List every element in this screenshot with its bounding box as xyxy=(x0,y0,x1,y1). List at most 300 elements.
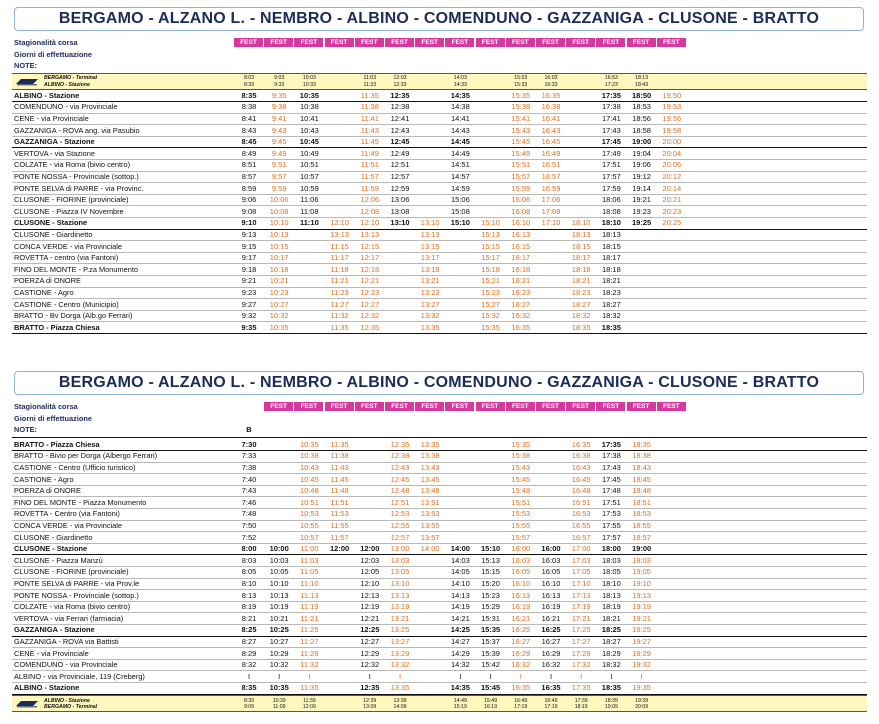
departure-time: 9:15 xyxy=(241,241,257,251)
departure-time: 12:13 xyxy=(360,590,380,600)
departure-time: 15:51 xyxy=(511,497,531,507)
stop-row xyxy=(12,275,867,287)
departure-time: 15:31 xyxy=(481,613,500,623)
departure-time: 16:05 xyxy=(541,567,561,577)
stop-name: CLUSONE - Piazza Manzù xyxy=(14,555,103,565)
departure-time: 18:29 xyxy=(602,648,621,658)
departure-time: 9:21 xyxy=(241,276,257,286)
stop-name: COLZATE - via Roma (bivio centro) xyxy=(14,160,131,170)
departure-time: 10:05 xyxy=(269,567,289,577)
departure-time: 17:57 xyxy=(602,172,621,181)
departure-time: 11:18 xyxy=(330,264,349,274)
departure-time: 18:13 xyxy=(602,230,621,239)
stop-name: BRATTO - Bivio per Dorga (Albergo Ferrari) xyxy=(14,451,158,461)
departure-time: 10:18 xyxy=(269,264,289,274)
fest-badge: FEST xyxy=(596,38,625,47)
departure-time: 16:53 xyxy=(571,509,591,519)
departure-time: 11:10 xyxy=(300,218,319,228)
departure-time: 12:55 xyxy=(390,521,410,530)
departure-time: 11:45 xyxy=(360,137,379,147)
departure-time: 7:38 xyxy=(241,463,257,472)
departure-time: 16:35 xyxy=(541,90,561,100)
season-row xyxy=(12,401,867,413)
departure-time: 16:03 xyxy=(541,555,561,565)
stop-name: PONTE SELVA di PARRE - via Prov.le xyxy=(14,579,140,588)
departure-time: 10:53 xyxy=(300,509,319,519)
departure-time: 18:27 xyxy=(602,299,621,309)
stop-name: PONTE SELVA di PARRE - via Provinc. xyxy=(14,183,144,193)
departure-time: 17:00 xyxy=(571,544,591,554)
fest-badge: FEST xyxy=(294,402,323,411)
departure-time: 18:23 xyxy=(571,288,591,297)
departure-time: 15:45 xyxy=(511,474,531,484)
departure-time: 15:35 xyxy=(511,90,531,100)
fest-badge: FEST xyxy=(627,38,656,47)
departure-time: 8:27 xyxy=(241,637,257,646)
stop-row xyxy=(12,543,867,555)
departure-time: 18:06 xyxy=(602,195,621,205)
departure-time: 11:08 xyxy=(300,206,319,216)
departure-time: 15:10 xyxy=(450,218,470,228)
departure-time: 11:00 xyxy=(300,544,319,554)
departure-time: 17:38 xyxy=(602,102,621,112)
departure-time: 18:25 xyxy=(601,625,621,635)
departure-time: 8:10 xyxy=(241,579,257,588)
timetable-title: BERGAMO - ALZANO L. - NEMBRO - ALBINO - COMENDUNO - GAZZANIGA - CLUSONE - BRATTO xyxy=(14,371,864,395)
stop-row xyxy=(12,229,867,241)
departure-time: 12:27 xyxy=(360,299,380,309)
departure-time: 15:35 xyxy=(481,625,501,635)
departure-time: 10:38 xyxy=(300,102,319,112)
season-label: Stagionalità corsa xyxy=(14,38,78,47)
departure-time: 12:29 xyxy=(360,648,380,658)
departure-time: 12:41 xyxy=(390,114,410,123)
stop-row xyxy=(12,485,867,497)
departure-time: 16:59 xyxy=(541,183,561,193)
departure-time: 13:32 xyxy=(390,660,410,670)
fest-badge: FEST xyxy=(566,38,595,47)
band-time: 8:33 xyxy=(243,81,255,88)
band-time: 15:49 xyxy=(484,697,498,704)
departure-time: 15:51 xyxy=(511,160,531,170)
departure-time: 10:45 xyxy=(300,474,319,484)
departure-time: 9:57 xyxy=(271,172,287,181)
band-time: 14:49 xyxy=(453,697,467,704)
note-code: B xyxy=(246,425,252,435)
departure-time: 16:51 xyxy=(541,160,561,170)
departure-time: 10:35 xyxy=(269,683,289,693)
departure-time: 10:38 xyxy=(300,451,319,461)
band-time: 17:23 xyxy=(604,81,618,88)
departure-time: 18:55 xyxy=(632,521,651,530)
departure-time: 18:32 xyxy=(571,311,591,321)
departure-time: 19:32 xyxy=(632,660,651,670)
departure-time: 13:35 xyxy=(420,439,440,449)
band-time: 11:09 xyxy=(272,704,286,710)
departure-time: 16:32 xyxy=(511,660,531,670)
departure-time: 19:14 xyxy=(632,183,651,193)
departure-time: 9:18 xyxy=(241,264,257,274)
stop-name: GAZZANIGA - ROVA ang. via Pasubio xyxy=(14,125,140,135)
stop-name: CASTIONE - Centro (Ufficio turistico) xyxy=(14,463,136,472)
departure-time: 17:25 xyxy=(571,625,591,635)
departure-time: 13:06 xyxy=(390,195,410,205)
departure-time: 13:19 xyxy=(390,602,410,612)
departure-time: 13:35 xyxy=(420,322,440,332)
departure-time: 11:21 xyxy=(330,276,349,286)
departure-time: 18:32 xyxy=(602,311,621,321)
stop-row xyxy=(12,299,867,311)
departure-time: 10:08 xyxy=(269,206,289,216)
departure-time: 8:21 xyxy=(241,613,257,623)
stop-name: ALBINO - Stazione xyxy=(14,683,80,693)
departure-time: 8:05 xyxy=(241,567,257,577)
departure-time: 11:29 xyxy=(300,648,319,658)
departure-time: 19:58 xyxy=(662,125,682,135)
stop-name: CENE - via Provinciale xyxy=(14,114,89,123)
stop-row xyxy=(12,148,867,160)
departure-time: 18:18 xyxy=(602,264,621,274)
departure-time: 12:18 xyxy=(360,264,380,274)
departure-time: 18:35 xyxy=(571,322,591,332)
departure-time: 18:13 xyxy=(571,230,591,239)
stop-name: FINO DEL MONTE - Piazza Monumento xyxy=(14,497,147,507)
departure-time: 16:51 xyxy=(571,497,591,507)
departure-time: 14:00 xyxy=(420,544,440,554)
departure-time: 11:05 xyxy=(300,567,319,577)
departure-time: 17:43 xyxy=(602,463,621,472)
departure-time: 7:50 xyxy=(241,521,257,530)
departure-time: 17:27 xyxy=(571,637,591,646)
departure-time: 14:32 xyxy=(451,660,470,670)
stop-row xyxy=(12,648,867,660)
departure-time: 15:13 xyxy=(481,230,500,239)
departure-time: 13:13 xyxy=(330,230,349,239)
departure-time: 15:49 xyxy=(511,148,531,158)
departure-time: 14:49 xyxy=(451,148,470,158)
stop-name: CLUSONE - Stazione xyxy=(14,218,88,228)
departure-time: 12:25 xyxy=(360,625,380,635)
departure-time: 9:17 xyxy=(241,253,257,263)
departure-time: 11:55 xyxy=(330,521,349,530)
departure-time: 18:48 xyxy=(632,486,651,496)
departure-time: 12:57 xyxy=(390,532,410,542)
stop-name: CASTIONE - Agro xyxy=(14,288,74,297)
departure-time: 12:19 xyxy=(360,602,380,612)
stop-row xyxy=(12,462,867,474)
departure-time: 17:49 xyxy=(602,148,621,158)
departure-time: 18:18 xyxy=(571,264,591,274)
stop-name: CLUSONE - FIORINE (provinciale) xyxy=(14,195,129,205)
departure-time: 15:27 xyxy=(481,299,500,309)
departure-time: 12:08 xyxy=(360,206,380,216)
departure-time: 13:13 xyxy=(360,230,380,239)
stop-name: ALBINO - via Provinciale, 119 (Creberg) xyxy=(14,671,145,681)
departure-time: 19:00 xyxy=(632,544,652,554)
departure-time: 17:35 xyxy=(601,90,621,100)
departure-time: 12:32 xyxy=(360,660,380,670)
departure-time: 9:45 xyxy=(271,137,287,147)
departure-time: 8:38 xyxy=(241,102,257,112)
departure-time: 18:35 xyxy=(601,683,621,693)
band-time: 15:19 xyxy=(453,704,467,710)
timetable-bottom xyxy=(0,364,879,724)
departure-time: 18:53 xyxy=(632,509,651,519)
departure-time: 20:04 xyxy=(662,148,682,158)
departure-time: 14:00 xyxy=(450,544,470,554)
connection-band xyxy=(12,695,867,712)
fest-badge: FEST xyxy=(536,402,565,411)
band-time: 8:03 xyxy=(243,75,255,82)
departure-time: 11:06 xyxy=(300,195,319,205)
departure-time: 18:13 xyxy=(602,590,621,600)
stop-name: POERZA di ONORE xyxy=(14,276,81,286)
departure-time: 13:15 xyxy=(420,241,440,251)
departure-time: 18:08 xyxy=(602,206,621,216)
band-stop-label: BERGAMO - Terminal xyxy=(44,75,98,82)
departure-time: 7:30 xyxy=(241,439,257,449)
departure-time: 15:53 xyxy=(511,509,531,519)
departure-time: 17:21 xyxy=(571,613,591,623)
departure-time: 13:21 xyxy=(420,276,440,286)
departure-time: 17:41 xyxy=(602,114,621,123)
departure-time: 16:57 xyxy=(571,532,591,542)
departure-time: I xyxy=(580,671,583,681)
departure-time: 15:55 xyxy=(511,521,531,530)
timetable-title: BERGAMO - ALZANO L. - NEMBRO - ALBINO - COMENDUNO - GAZZANIGA - CLUSONE - BRATTO xyxy=(14,7,864,31)
departure-time: 18:21 xyxy=(571,276,591,286)
stop-name: CASTIONE - Agro xyxy=(14,474,74,484)
departure-time: 11:25 xyxy=(300,625,319,635)
departure-time: 11:38 xyxy=(330,451,349,461)
departure-time: 17:51 xyxy=(602,160,621,170)
stop-name: COMENDUNO - via Provinciale xyxy=(14,102,118,112)
departure-time: 16:13 xyxy=(541,590,561,600)
departure-time: 17:13 xyxy=(571,590,591,600)
departure-time: 16:29 xyxy=(541,648,561,658)
days-row xyxy=(12,49,867,61)
departure-time: 17:35 xyxy=(571,683,591,693)
stop-name: ROVETTA - centro (via Fantoni) xyxy=(14,253,119,263)
departure-time: 7:46 xyxy=(241,497,257,507)
departure-time: 13:48 xyxy=(420,486,440,496)
departure-time: 10:21 xyxy=(269,276,289,286)
departure-time: 18:45 xyxy=(632,474,651,484)
departure-time: 16:10 xyxy=(541,579,561,588)
fest-badge: FEST xyxy=(445,402,474,411)
departure-time: 15:35 xyxy=(481,322,500,332)
departure-time: 12:35 xyxy=(390,90,410,100)
band-time: 20:09 xyxy=(635,704,649,710)
departure-time: 15:08 xyxy=(451,206,470,216)
fest-badge: FEST xyxy=(415,402,444,411)
departure-time: 10:13 xyxy=(269,590,289,600)
stop-row xyxy=(12,159,867,171)
departure-time: 12:10 xyxy=(330,218,349,228)
departure-time: 18:15 xyxy=(602,241,621,251)
departure-time: 12:48 xyxy=(390,486,410,496)
departure-time: 15:21 xyxy=(481,276,500,286)
stop-name: CENE - via Provinciale xyxy=(14,648,89,658)
stop-row xyxy=(12,322,867,334)
departure-time: 10:23 xyxy=(269,288,289,297)
departure-time: 15:43 xyxy=(511,125,531,135)
departure-time: 15:23 xyxy=(481,590,500,600)
departure-time: 16:32 xyxy=(511,311,531,321)
departure-time: 7:33 xyxy=(241,451,257,461)
days-label: Giorni di effettuazione xyxy=(14,413,93,423)
departure-time: 10:49 xyxy=(300,148,319,158)
departure-time: 8:43 xyxy=(241,125,257,135)
departure-time: 16:23 xyxy=(511,288,531,297)
departure-time: 14:45 xyxy=(450,137,470,147)
stop-row xyxy=(12,601,867,613)
departure-time: 15:38 xyxy=(511,102,531,112)
departure-time: 13:03 xyxy=(390,555,410,565)
departure-time: 16:17 xyxy=(511,253,531,263)
departure-time: 17:10 xyxy=(571,579,591,588)
departure-time: 17:38 xyxy=(602,451,621,461)
band-time: 12:03 xyxy=(393,75,407,82)
departure-time: 10:57 xyxy=(300,172,319,181)
stop-name: COLZATE - via Roma (bivio centro) xyxy=(14,602,131,612)
stop-name: CLUSONE - Stazione xyxy=(14,544,88,554)
departure-time: 10:57 xyxy=(300,532,319,542)
fest-badge: FEST xyxy=(627,402,656,411)
departure-time: 18:10 xyxy=(601,218,621,228)
stop-row xyxy=(12,439,867,451)
notes-label: NOTE: xyxy=(14,425,37,435)
departure-time: 12:17 xyxy=(360,253,380,263)
stop-row xyxy=(12,183,867,195)
departure-time: 18:43 xyxy=(632,463,651,472)
departure-time: 19:05 xyxy=(632,567,651,577)
stop-row xyxy=(12,450,867,462)
departure-time: 9:43 xyxy=(271,125,287,135)
departure-time: 20:00 xyxy=(662,137,682,147)
stop-row xyxy=(12,241,867,253)
stop-name: ALBINO - Stazione xyxy=(14,90,80,100)
departure-time: 10:51 xyxy=(300,160,319,170)
departure-time: 11:57 xyxy=(360,172,379,181)
band-time: 13:09 xyxy=(363,704,377,710)
departure-time: 19:03 xyxy=(632,555,651,565)
departure-time: 10:25 xyxy=(269,625,289,635)
departure-time: 10:21 xyxy=(269,613,289,623)
departure-time: 13:17 xyxy=(420,253,440,263)
departure-time: 15:59 xyxy=(511,183,531,193)
stop-row xyxy=(12,682,867,694)
departure-time: 10:43 xyxy=(300,463,319,472)
departure-time: 16:05 xyxy=(511,567,531,577)
stop-row xyxy=(12,310,867,322)
departure-time: I xyxy=(610,671,613,681)
band-time: 12:33 xyxy=(393,81,407,88)
departure-time: 8:32 xyxy=(241,660,257,670)
departure-time: 16:27 xyxy=(511,299,531,309)
fest-badge: FEST xyxy=(264,38,293,47)
departure-time: 16:10 xyxy=(511,579,531,588)
departure-time: 11:59 xyxy=(360,183,379,193)
departure-time: 16:06 xyxy=(511,195,531,205)
fest-badge: FEST xyxy=(445,38,474,47)
departure-time: 8:45 xyxy=(241,137,257,147)
departure-time: 19:50 xyxy=(662,90,682,100)
stop-name: FINO DEL MONTE - P.za Monumento xyxy=(14,264,139,274)
departure-time: 16:45 xyxy=(541,137,561,147)
departure-time: 16:35 xyxy=(511,322,531,332)
fest-badge: FEST xyxy=(566,402,595,411)
stop-name: BRATTO - Piazza Chiesa xyxy=(14,322,100,332)
departure-time: I xyxy=(398,671,402,681)
departure-time: 14:21 xyxy=(451,613,470,623)
departure-time: 12:21 xyxy=(360,613,380,623)
departure-time: 15:42 xyxy=(481,660,500,670)
departure-time: 18:35 xyxy=(632,439,651,449)
departure-time: 16:25 xyxy=(541,625,561,635)
departure-time: 12:51 xyxy=(390,160,410,170)
departure-time: 13:21 xyxy=(390,613,410,623)
departure-time: 9:35 xyxy=(241,322,257,332)
departure-time: 7:43 xyxy=(241,486,257,496)
stop-row xyxy=(12,252,867,264)
fest-badge: FEST xyxy=(355,38,384,47)
row-rule xyxy=(12,333,867,334)
band-time: 12:09 xyxy=(302,704,316,710)
departure-time: 15:41 xyxy=(511,114,531,123)
season-row xyxy=(12,37,867,49)
bus-company-logo xyxy=(15,77,39,86)
departure-time: 13:10 xyxy=(390,579,410,588)
departure-time: 11:17 xyxy=(330,253,349,263)
fest-badge: FEST xyxy=(506,38,535,47)
departure-time: 11:43 xyxy=(330,463,349,472)
departure-time: 12:43 xyxy=(390,463,410,472)
departure-time: 9:35 xyxy=(271,90,287,100)
departure-time: 11:57 xyxy=(330,532,349,542)
stop-row xyxy=(12,113,867,125)
departure-time: 16:03 xyxy=(511,555,531,565)
departure-time: 15:23 xyxy=(481,288,500,297)
departure-time: 13:10 xyxy=(390,218,410,228)
band-time: 14:03 xyxy=(453,75,467,82)
departure-time: 10:10 xyxy=(269,579,289,588)
departure-time: 15:06 xyxy=(451,195,470,205)
fest-badge: FEST xyxy=(657,38,686,47)
departure-time: 11:45 xyxy=(330,474,349,484)
stop-row xyxy=(12,206,867,218)
departure-time: 13:38 xyxy=(420,451,440,461)
departure-time: 8:51 xyxy=(241,160,257,170)
departure-time: 13:13 xyxy=(420,230,440,239)
departure-time: 17:19 xyxy=(571,602,591,612)
departure-time: 18:51 xyxy=(632,497,651,507)
departure-time: 18:38 xyxy=(632,451,651,461)
departure-time: 12:05 xyxy=(360,567,380,577)
stop-row xyxy=(12,264,867,276)
departure-time: I xyxy=(278,671,281,681)
departure-time: 16:08 xyxy=(511,206,531,216)
departure-time: 11:32 xyxy=(330,311,349,321)
departure-time: 12:23 xyxy=(360,288,380,297)
stop-row xyxy=(12,508,867,520)
departure-time: 15:18 xyxy=(481,264,500,274)
departure-time: I xyxy=(640,671,643,681)
timetable-top xyxy=(0,0,879,340)
stop-row xyxy=(12,474,867,486)
band-time: 16:03 xyxy=(544,75,558,82)
band-time: 15:33 xyxy=(514,81,528,88)
